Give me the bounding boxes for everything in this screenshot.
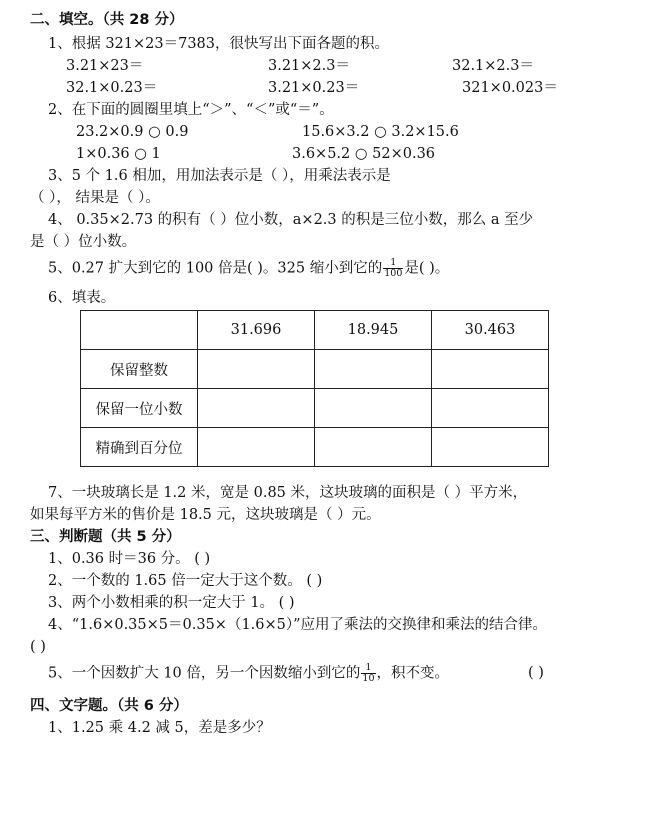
fraction-1-10: $\frac{1}{10}$: [362, 662, 375, 684]
answer-cell[interactable]: [315, 389, 432, 428]
q1-item: 3.21×23＝: [66, 58, 144, 74]
q7-line1: 7、一块玻璃长是 1.2 米，宽是 0.85 米，这块玻璃的面积是（ ）平方米，: [48, 485, 528, 501]
section-title-word-problems: 四、文字题。（共 6 分）: [30, 698, 188, 714]
answer-cell[interactable]: [198, 428, 315, 467]
q6-stem: 6、填表。: [48, 290, 116, 306]
section-title-fill-blank: 二、填空。（共 28 分）: [30, 12, 184, 28]
rounding-table: [80, 310, 549, 467]
q1-item: 3.21×0.23＝: [268, 80, 360, 96]
table-row: [81, 389, 549, 428]
q5-line: [48, 258, 449, 279]
fraction-1-100: $\frac{1}{100}$: [384, 257, 403, 279]
q3-line1: 3、5 个 1.6 相加，用加法表示是（ ），用乘法表示是: [48, 168, 391, 184]
table-header-cell: 30.463: [432, 311, 549, 350]
q2-stem: 2、在下面的圆圈里填上“＞”、“＜”或“＝”。: [48, 102, 334, 118]
row-label: 精确到百分位: [81, 428, 198, 467]
q4-line2: 是（ ）位小数。: [30, 234, 137, 250]
q5-text-after: 是( )。: [404, 260, 450, 277]
tf-item: 3、两个小数相乘的积一定大于 1。 ( ): [48, 595, 295, 611]
answer-cell[interactable]: [432, 389, 549, 428]
row-label: 保留整数: [81, 350, 198, 389]
table-header-cell: 31.696: [198, 311, 315, 350]
q2-item: 3.6×5.2 ○ 52×0.36: [292, 146, 436, 162]
answer-cell[interactable]: [432, 428, 549, 467]
tf-item-5: [48, 663, 449, 684]
table-header-row: [81, 311, 549, 350]
tf-item-5-after: ，积不变。: [376, 665, 449, 682]
table-row: [81, 350, 549, 389]
tf-item: 4、“1.6×0.35×5＝0.35×（1.6×5）”应用了乘法的交换律和乘法的结合律。: [48, 617, 548, 633]
q2-item: 23.2×0.9 ○ 0.9: [76, 124, 189, 140]
tf-item: 2、一个数的 1.65 倍一定大于这个数。 ( ): [48, 573, 323, 589]
q1-stem: 1、根据 321×23＝7383，很快写出下面各题的积。: [48, 36, 390, 52]
tf-item-5-paren: ( ): [528, 665, 544, 681]
table-corner-cell: [81, 311, 198, 350]
q1-item: 3.21×2.3＝: [268, 58, 350, 74]
tf-item: 1、0.36 时＝36 分。 ( ): [48, 551, 211, 567]
word-problem-1: 1、1.25 乘 4.2 减 5，差是多少？: [48, 720, 271, 736]
q2-item: 15.6×3.2 ○ 3.2×15.6: [302, 124, 459, 140]
row-label: 保留一位小数: [81, 389, 198, 428]
q3-line2: （ ）， 结果是（ ）。: [30, 190, 160, 206]
answer-cell[interactable]: [315, 428, 432, 467]
q2-item: 1×0.36 ○ 1: [76, 146, 161, 162]
answer-cell[interactable]: [198, 389, 315, 428]
q1-item: 32.1×2.3＝: [452, 58, 534, 74]
table-header-cell: 18.945: [315, 311, 432, 350]
q1-item: 32.1×0.23＝: [66, 80, 158, 96]
answer-cell[interactable]: [198, 350, 315, 389]
answer-cell[interactable]: [315, 350, 432, 389]
q5-text-before: 5、0.27 扩大到它的 100 倍是( )。325 缩小到它的: [48, 260, 383, 277]
tf-item-4-paren: ( ): [30, 639, 46, 655]
tf-item-5-before: 5、一个因数扩大 10 倍，另一个因数缩小到它的: [48, 665, 361, 682]
q4-line1: 4、 0.35×2.73 的积有（ ）位小数，a×2.3 的积是三位小数，那么 a 至少: [48, 212, 534, 228]
q7-line2: 如果每平方米的售价是 18.5 元，这块玻璃是（ ）元。: [30, 507, 381, 523]
section-title-true-false: 三、判断题（共 5 分）: [30, 529, 181, 545]
q1-item: 321×0.023＝: [462, 80, 558, 96]
table-row: [81, 428, 549, 467]
answer-cell[interactable]: [432, 350, 549, 389]
